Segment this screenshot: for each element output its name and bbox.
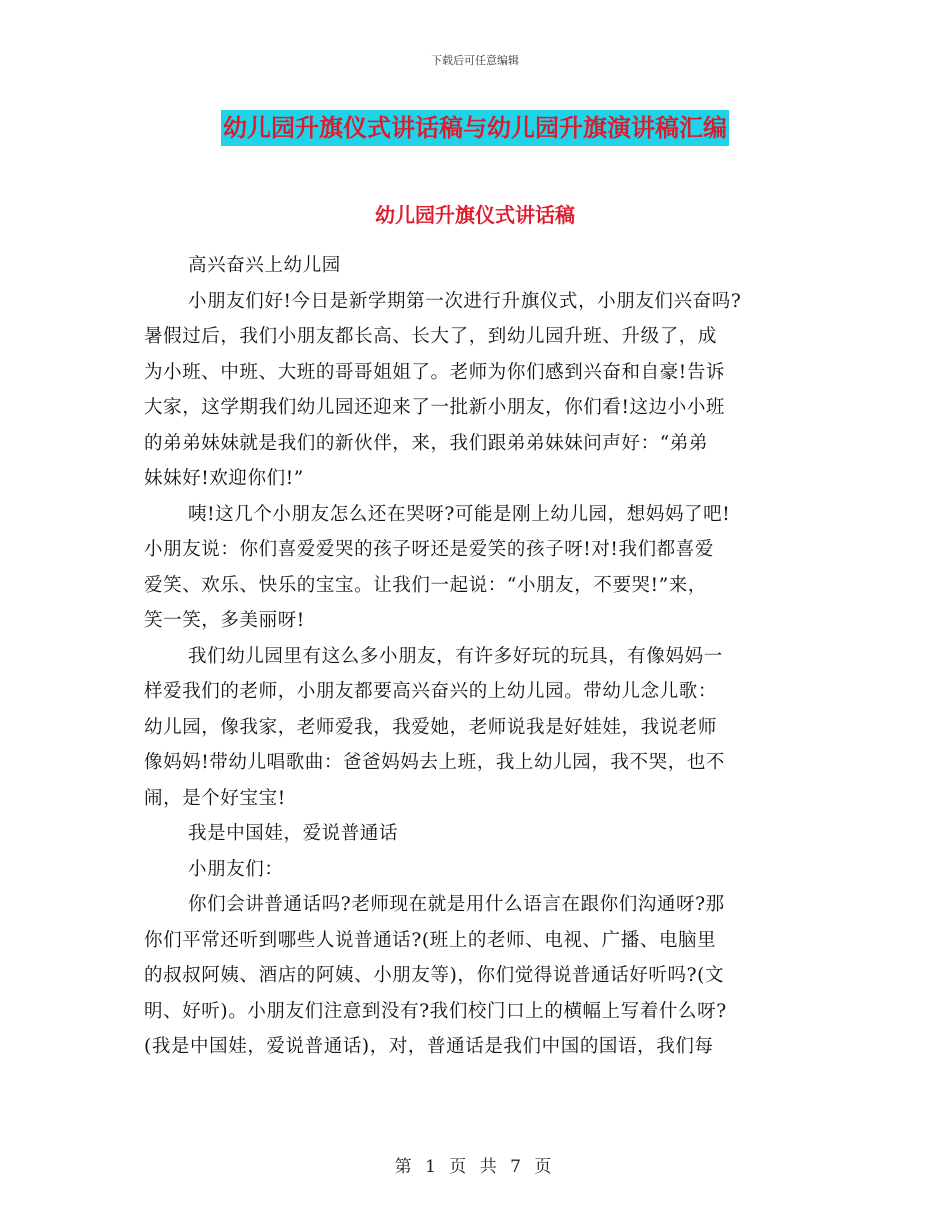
body-line: 妹妹好!欢迎你们!” [144,468,304,489]
body-line: 为小班、中班、大班的哥哥姐姐了。老师为你们感到兴奋和自豪!告诉 [144,361,726,383]
body-line: 幼儿园，像我家，老师爱我，我爱她，老师说我是好娃娃，我说老师 [144,716,718,738]
document-title-wrap [0,110,950,146]
body-line: 爱笑、欢乐、快乐的宝宝。让我们一起说：“小朋友，不要哭!”来， [144,574,707,596]
body-line: 闹，是个好宝宝! [144,787,286,809]
body-line: 你们平常还听到哪些人说普通话?(班上的老师、电视、广播、电脑里 [144,929,717,951]
body-line: 笑一笑，多美丽呀! [144,610,305,631]
body-text [144,248,804,1065]
body-line: 小朋友说：你们喜爱爱哭的孩子呀还是爱笑的孩子呀!对!我们都喜爱 [144,539,714,560]
body-line: 明、好听)。小朋友们注意到没有?我们校门口上的横幅上写着什么呀? [144,1000,727,1022]
body-line: 我们幼儿园里有这么多小朋友，有许多好玩的玩具，有像妈妈一 [188,645,723,667]
body-line: 像妈妈!带幼儿唱歌曲：爸爸妈妈去上班，我上幼儿园，我不哭，也不 [144,752,726,773]
section-title: 幼儿园升旗仪式讲话稿 [375,203,575,227]
page-header-note: 下载后可任意编辑 [431,54,519,67]
paragraph-heading: 高兴奋兴上幼儿园 [188,255,341,276]
body-line: 暑假过后，我们小朋友都长高、长大了，到幼儿园升班、升级了，成 [144,326,718,347]
body-line: 的叔叔阿姨、酒店的阿姨、小朋友等)，你们觉得说普通话好听吗?(文 [144,965,725,986]
body-line: 的弟弟妹妹就是我们的新伙伴，来，我们跟弟弟妹妹问声好：“弟弟 [144,432,708,454]
page-number-footer: 第 1 页 共 7 页 [394,1157,556,1177]
body-line: 样爱我们的老师，小朋友都要高兴奋兴的上幼儿园。带幼儿念儿歌： [144,681,718,702]
document-title: 幼儿园升旗仪式讲话稿与幼儿园升旗演讲稿汇编 [221,110,729,146]
body-line: 咦!这几个小朋友怎么还在哭呀?可能是刚上幼儿园，想妈妈了吧! [188,503,731,525]
body-line: 小朋友们好!今日是新学期第一次进行升旗仪式，小朋友们兴奋吗? [188,290,742,312]
body-line: 你们会讲普通话吗?老师现在就是用什么语言在跟你们沟通呀?那 [188,894,725,915]
body-line: 大家，这学期我们幼儿园还迎来了一批新小朋友，你们看!这边小小班 [144,397,726,418]
paragraph-heading: 我是中国娃，爱说普通话 [188,823,399,844]
body-line: 小朋友们： [188,858,284,880]
body-line: (我是中国娃，爱说普通话)，对，普通话是我们中国的国语，我们每 [144,1036,714,1057]
